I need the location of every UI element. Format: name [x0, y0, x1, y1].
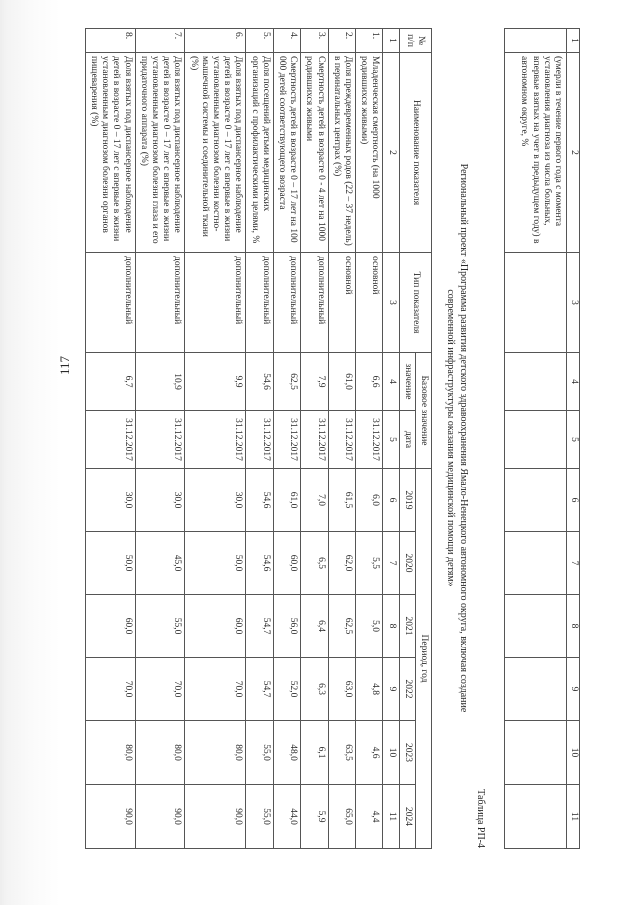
year-value: 90,0 [85, 785, 135, 849]
row-number: 7. [135, 29, 185, 53]
table-row [328, 29, 355, 849]
header-year: 2022 [399, 658, 415, 721]
column-number: 11 [383, 785, 399, 849]
header-year: 2019 [399, 469, 415, 532]
year-value: 4,8 [355, 658, 382, 721]
base-value: 10,9 [135, 353, 185, 411]
year-value: 55,0 [135, 595, 185, 658]
indicator-type: дополнительный [135, 253, 185, 353]
header-year: 2023 [399, 721, 415, 785]
header-base-value: Базовое значение [415, 353, 431, 469]
indicator-type: дополнительный [273, 253, 300, 353]
base-date: 31.12.2017 [301, 411, 328, 469]
table-row [135, 29, 185, 849]
fragment-column-number: 3 [567, 253, 580, 353]
fragment-column-numbers-row [567, 29, 580, 849]
page-number: 117 [57, 355, 72, 375]
fragment-cell [505, 785, 567, 849]
fragment-column-number: 1 [567, 29, 580, 53]
year-value: 54,6 [246, 532, 273, 595]
table-row [85, 29, 135, 849]
year-value: 45,0 [135, 532, 185, 595]
table-row [355, 29, 382, 849]
base-value: 7,9 [301, 353, 328, 411]
year-value: 6,1 [301, 721, 328, 785]
year-value: 50,0 [185, 532, 246, 595]
base-value: 62,5 [273, 353, 300, 411]
year-value: 6,4 [301, 595, 328, 658]
indicator-type: дополнительный [185, 253, 246, 353]
base-date: 31.12.2017 [246, 411, 273, 469]
column-number: 1 [383, 29, 399, 53]
year-value: 48,0 [273, 721, 300, 785]
indicator-type: дополнительный [301, 253, 328, 353]
table-label: Таблица РП-4 [475, 789, 486, 848]
year-value: 70,0 [185, 658, 246, 721]
indicator-type: основной [328, 253, 355, 353]
year-value: 63,5 [328, 721, 355, 785]
year-value: 80,0 [85, 721, 135, 785]
fragment-column-number: 7 [567, 532, 580, 595]
header-year: 2024 [399, 785, 415, 849]
year-value: 62,0 [328, 532, 355, 595]
base-date: 31.12.2017 [185, 411, 246, 469]
year-value: 7,0 [301, 469, 328, 532]
title-line-1: Региональный проект «Программа развития детского здравоохранения Ямало-Ненецкого автономного округа, включая создание [458, 163, 469, 713]
column-number: 7 [383, 532, 399, 595]
year-value: 54,7 [246, 658, 273, 721]
year-value: 55,0 [246, 785, 273, 849]
year-value: 4,4 [355, 785, 382, 849]
base-date: 31.12.2017 [355, 411, 382, 469]
year-value: 60,0 [273, 532, 300, 595]
base-value: 54,6 [246, 353, 273, 411]
year-value: 30,0 [135, 469, 185, 532]
column-number: 4 [383, 353, 399, 411]
year-value: 4,6 [355, 721, 382, 785]
header-number: № п/п [399, 29, 431, 53]
header-year: 2020 [399, 532, 415, 595]
year-value: 5,0 [355, 595, 382, 658]
fragment-text-row [505, 29, 567, 849]
fragment-column-number: 8 [567, 595, 580, 658]
header-indicator-type: Тип показателя [399, 253, 431, 353]
fragment-cell [505, 411, 567, 469]
table-row [246, 29, 273, 849]
year-value: 55,0 [246, 721, 273, 785]
fragment-column-number: 4 [567, 353, 580, 411]
year-value: 63,0 [328, 658, 355, 721]
fragment-column-number: 9 [567, 658, 580, 721]
table-title [444, 28, 470, 848]
indicators-table [85, 28, 432, 849]
year-value: 62,5 [328, 595, 355, 658]
fragment-cell [505, 532, 567, 595]
header-row-1 [415, 29, 431, 849]
fragment-column-number: 10 [567, 721, 580, 785]
year-value: 60,0 [185, 595, 246, 658]
column-number: 5 [383, 411, 399, 469]
row-number: 2. [328, 29, 355, 53]
year-value: 60,0 [85, 595, 135, 658]
year-value: 6,3 [301, 658, 328, 721]
base-value: 9,9 [185, 353, 246, 411]
column-number: 9 [383, 658, 399, 721]
indicator-name: Доля взятых под диспансерное наблюдение детей в возрасте 0 – 17 лет с впервые в жизни установленным диагнозом болезни костно-мышечной системы и соединительной ткани (%) [185, 53, 246, 253]
header-year: 2021 [399, 595, 415, 658]
year-value: 70,0 [85, 658, 135, 721]
indicator-name: Доля преждевременных родов (22 – 37 недель) в перинатальных центрах (%) [328, 53, 355, 253]
column-number: 6 [383, 469, 399, 532]
row-number: 8. [85, 29, 135, 53]
year-value: 6,0 [355, 469, 382, 532]
table-row [185, 29, 246, 849]
column-number: 8 [383, 595, 399, 658]
fragment-text: (умерли в течение первого года с момента установления диагноза из числа больных, впервые взятых на учет в предыдущем году) в автономном округе, % [505, 53, 567, 253]
column-number: 3 [383, 253, 399, 353]
base-date: 31.12.2017 [328, 411, 355, 469]
fragment-cell [505, 721, 567, 785]
year-value: 80,0 [185, 721, 246, 785]
year-value: 90,0 [185, 785, 246, 849]
base-date: 31.12.2017 [135, 411, 185, 469]
year-value: 65,0 [328, 785, 355, 849]
fragment-cell [505, 253, 567, 353]
previous-table-fragment [504, 28, 580, 849]
year-value: 61,5 [328, 469, 355, 532]
fragment-cell [505, 658, 567, 721]
table-body [85, 29, 383, 849]
fragment-column-number: 6 [567, 469, 580, 532]
fragment-cell [505, 29, 567, 53]
header-date: дата [399, 411, 415, 469]
year-value: 52,0 [273, 658, 300, 721]
indicator-name: Смертность детей в возрасте 0 – 17 лет на 100 000 детей соответствующего возраста [273, 53, 300, 253]
fragment-column-number: 11 [567, 785, 580, 849]
fragment-column-number: 2 [567, 53, 580, 253]
row-number: 5. [246, 29, 273, 53]
fragment-cell [505, 469, 567, 532]
fragment-cell [505, 595, 567, 658]
year-value: 70,0 [135, 658, 185, 721]
base-value: 61,0 [328, 353, 355, 411]
table-row [273, 29, 300, 849]
fragment-cell [505, 353, 567, 411]
year-value: 54,6 [246, 469, 273, 532]
base-value: 6,7 [85, 353, 135, 411]
year-value: 30,0 [85, 469, 135, 532]
row-number: 6. [185, 29, 246, 53]
indicator-type: дополнительный [246, 253, 273, 353]
year-value: 30,0 [185, 469, 246, 532]
base-date: 31.12.2017 [273, 411, 300, 469]
year-value: 56,0 [273, 595, 300, 658]
year-value: 80,0 [135, 721, 185, 785]
fragment-column-number: 5 [567, 411, 580, 469]
header-indicator-name: Наименование показателя [399, 53, 431, 253]
year-value: 5,9 [301, 785, 328, 849]
indicator-name: Доля взятых под диспансерное наблюдение детей в возрасте 0 – 17 лет с впервые в жизни установленным диагнозом болезни органов пищеварения (%) [85, 53, 135, 253]
header-period: Период, год [415, 469, 431, 849]
indicator-type: дополнительный [85, 253, 135, 353]
year-value: 61,0 [273, 469, 300, 532]
column-number: 2 [383, 53, 399, 253]
base-date: 31.12.2017 [85, 411, 135, 469]
year-value: 6,5 [301, 532, 328, 595]
year-value: 50,0 [85, 532, 135, 595]
indicator-name: Доля взятых под диспансерное наблюдение детей в возрасте 0 – 17 лет с впервые в жизни установленным диагнозом болезни глаза и его придаточного аппарата (%) [135, 53, 185, 253]
year-value: 5,5 [355, 532, 382, 595]
row-number: 4. [273, 29, 300, 53]
year-value: 90,0 [135, 785, 185, 849]
header-value: значение [399, 353, 415, 411]
base-value: 6,6 [355, 353, 382, 411]
indicator-name: Доля посещений детьми медицинских организаций с профилактическими целями, % [246, 53, 273, 253]
table-row [301, 29, 328, 849]
rotated-page-content [20, 28, 580, 848]
year-value: 44,0 [273, 785, 300, 849]
column-numbers-row [383, 29, 399, 849]
indicator-name: Младенческая смертность (на 1000 родившихся живыми) [355, 53, 382, 253]
title-line-2: современной инфраструктуры оказания медицинской помощи детям» [445, 289, 456, 587]
year-value: 54,7 [246, 595, 273, 658]
row-number: 3. [301, 29, 328, 53]
indicator-type: основной [355, 253, 382, 353]
row-number: 1. [355, 29, 382, 53]
indicator-name: Смертность детей в возрасте 0 - 4 лет на 1000 родившихся живыми [301, 53, 328, 253]
column-number: 10 [383, 721, 399, 785]
